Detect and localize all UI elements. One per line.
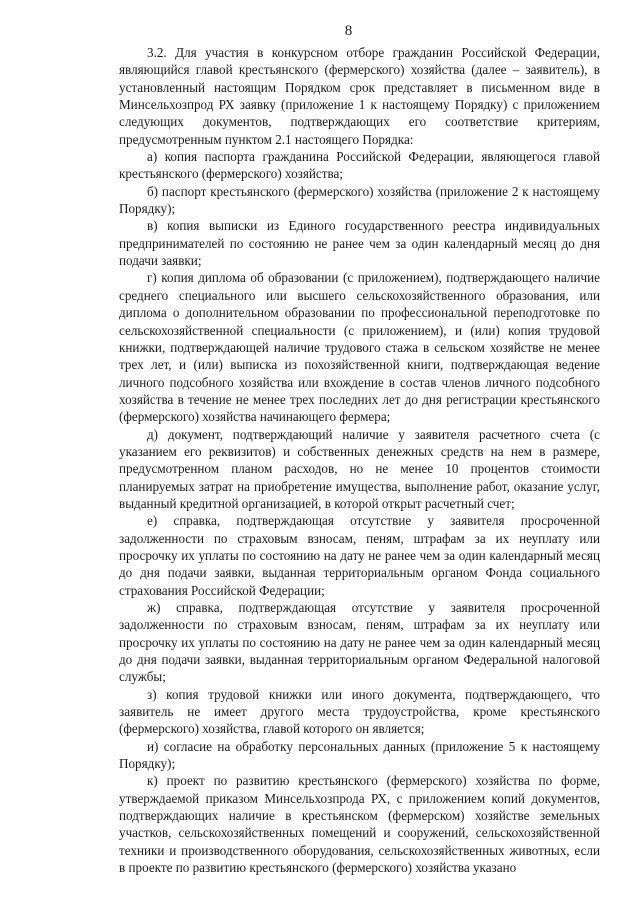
list-item-e: е) справка, подтверждающая отсутствие у заявителя просроченной задолженности по страховым взносам, пеням, штрафам за их неуплату или просрочку их уплаты по состоянию на дату не ранее чем за один календарный месяц до дня подачи заявки, выданная территориальным органом Фонда социального страхования Российской Федерации; [119,513,600,598]
paragraph-3-2: 3.2. Для участия в конкурсном отборе гражданин Российской Федерации, являющийся главой крестьянского (фермерского) хозяйства (далее – заявитель), в установленный настоящим Порядком срок представляет в письменном виде в Минсельхозпрод РХ заявку (приложение 1 к настоящему Порядку) с приложением следующих документов, подтверждающих его соответствие критериям, предусмотренным пунктом 2.1 настоящего Порядка: [119,45,600,147]
list-item-zh: ж) справка, подтверждающая отсутствие у заявителя просроченной задолженности по страховым взносам, пеням, штрафам за их неуплату или просрочку их уплаты по состоянию на дату не ранее чем за один календарный месяц до дня подачи заявки, выданная территориальным органом Федеральной налоговой службы; [119,600,600,685]
page-number: 8 [344,23,353,39]
list-item-a: а) копия паспорта гражданина Российской Федерации, являющегося главой крестьянского (фермерского) хозяйства; [119,149,600,182]
list-item-z: з) копия трудовой книжки или иного документа, подтверждающего, что заявитель не имеет другого места трудоустройства, кроме крестьянского (фермерского) хозяйства, главой которого он является; [119,686,600,737]
list-item-b: б) паспорт крестьянского (фермерского) хозяйства (приложение 2 к настоящему Порядку); [119,183,600,217]
list-item-k: к) проект по развитию крестьянского (фермерского) хозяйства по форме, утверждаемой приказом Минсельхозпрода РХ, с приложением копий документов, подтверждающих наличие в крестьянском (фермерском) хозяйстве земельных участков, сельскохозяйственных помещений и сооружений, сельскохозяйственной техники и производственного оборудования, сельскохозяйственных животных, если в проекте по развитию крестьянского (фермерского) хозяйства указано [119,773,600,876]
list-item-g: г) копия диплома об образовании (с приложением), подтверждающего наличие среднего специального или высшего сельскохозяйственного образования, или диплома о дополнительном образовании по профессиональной переподготовке по сельскохозяйственной специальности (с приложением), и (или) копия трудовой книжки, подтверждающей наличие трудового стажа в сельском хозяйстве не менее трех лет, и (или) выписка из похозяйственной книги, подтверждающая ведение личного подсобного хозяйства или вхождение в состав членов личного подсобного хозяйства в течение не менее трех последних лет до дня регистрации крестьянского (фермерского) хозяйства начинающего фермера; [119,270,600,425]
list-item-v: в) копия выписки из Единого государственного реестра индивидуальных предпринимателей по состоянию не ранее чем за один календарный месяц до дня подачи заявки; [119,218,600,269]
list-item-i: и) согласие на обработку персональных данных (приложение 5 к настоящему Порядку); [119,738,600,772]
list-item-d: д) документ, подтверждающий наличие у заявителя расчетного счета (с указанием его реквизитов) и собственных денежных средств на нем в размере, предусмотренном планом расходов, но не менее 10 процентов стоимости планируемых затрат на приобретение имущества, выполнение работ, оказание услуг, выданный кредитной организацией, в которой открыт расчетный счет; [119,426,600,511]
